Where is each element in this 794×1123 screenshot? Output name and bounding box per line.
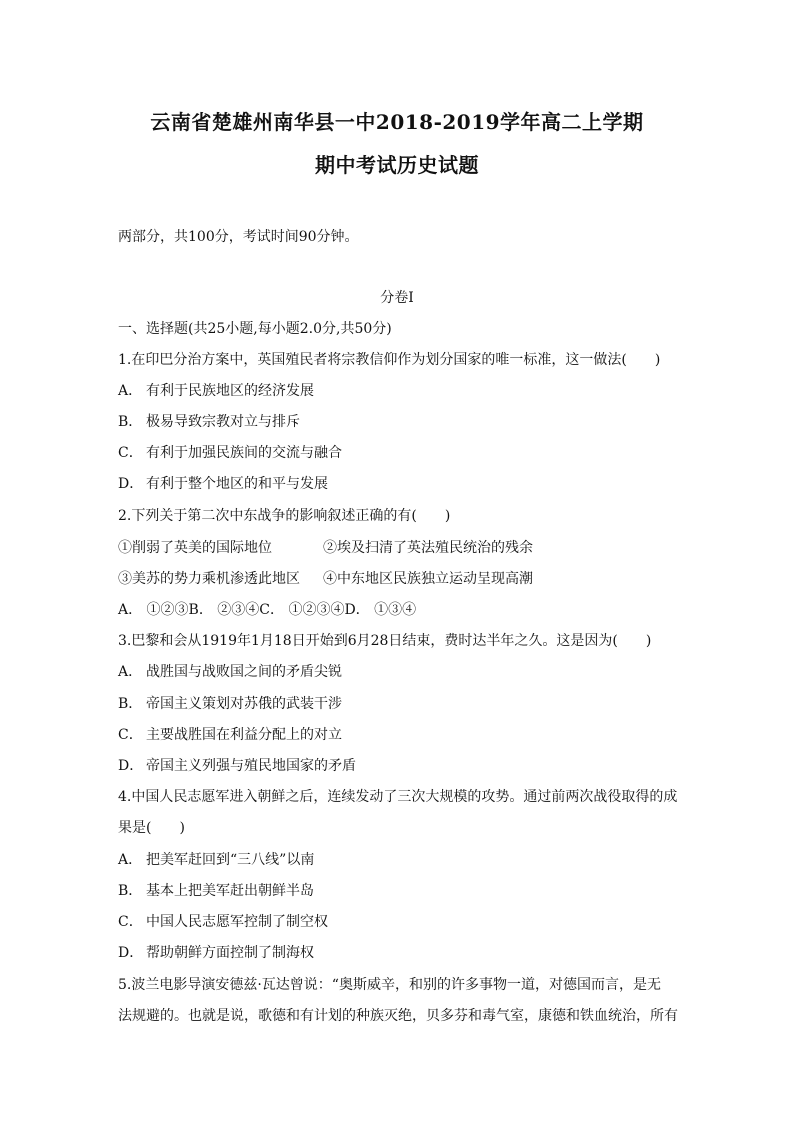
question-1-option-d	[118, 474, 328, 494]
option-text: 帮助朝鲜方面控制了制海权	[146, 945, 314, 961]
option-letter: D．	[118, 476, 144, 492]
question-5-stem-line1: 5.波兰电影导演安德兹·瓦达曾说：“奥斯威辛，和别的许多事物一道，对德国而言，是无	[118, 977, 661, 993]
section-heading: 一、选择题(共25小题,每小题2.0分,共50分)	[118, 321, 392, 337]
question-4-stem-line1: 4.中国人民志愿军进入朝鲜之后，连续发动了三次大规模的攻势。通过前两次战役取得的成	[118, 789, 678, 805]
question-4-stem-line2: 果是( )	[118, 820, 185, 836]
option-text: 有利于民族地区的经济发展	[146, 383, 314, 399]
option-text: 有利于整个地区的和平与发展	[146, 476, 328, 492]
question-1-stem: 1.在印巴分治方案中，英国殖民者将宗教信仰作为划分国家的唯一标准，这一做法( )	[118, 352, 661, 368]
exam-title-line1: 云南省楚雄州南华县一中2018-2019学年高二上学期	[150, 110, 644, 134]
option-text: 主要战胜国在利益分配上的对立	[146, 727, 342, 743]
option-letter: C．	[118, 445, 143, 461]
section-label: 分卷I	[380, 290, 414, 306]
question-3-option-a	[118, 662, 342, 682]
option-text: 帝国主义列强与殖民地国家的矛盾	[146, 758, 356, 774]
option-letter: A．	[118, 852, 143, 868]
option-letter: C．	[118, 914, 143, 930]
question-2-options: A． ①②③B． ②③④C． ①②③④D． ①③④	[118, 602, 417, 618]
option-text: 帝国主义策划对苏俄的武装干涉	[146, 696, 342, 712]
question-3-option-c	[118, 725, 342, 745]
option-text: 基本上把美军赶出朝鲜半岛	[146, 883, 314, 899]
option-letter: D．	[118, 945, 144, 961]
option-text: 中国人民志愿军控制了制空权	[146, 914, 328, 930]
option-letter: B．	[118, 414, 143, 430]
question-1-option-c	[118, 443, 342, 463]
question-2-item-1: ①削弱了英美的国际地位	[118, 540, 272, 556]
option-letter: B．	[118, 883, 143, 899]
question-4-option-a	[118, 850, 314, 870]
question-2-stem: 2.下列关于第二次中东战争的影响叙述正确的有( )	[118, 508, 451, 524]
question-2-items-row1	[118, 538, 272, 558]
question-1-option-b	[118, 412, 300, 432]
question-3-stem: 3.巴黎和会从1919年1月18日开始到6月28日结束，费时达半年之久。这是因为( )	[118, 633, 652, 649]
question-2-item-2: ②埃及扫清了英法殖民统治的残余	[323, 540, 533, 556]
question-3-option-b	[118, 694, 342, 714]
question-2-item-3: ③美苏的势力乘机渗透此地区	[118, 571, 300, 587]
option-text: 战胜国与战败国之间的矛盾尖锐	[146, 664, 342, 680]
question-4-option-d	[118, 943, 314, 963]
option-letter: D．	[118, 758, 144, 774]
option-letter: A．	[118, 664, 143, 680]
question-2-item-4: ④中东地区民族独立运动呈现高潮	[323, 571, 533, 587]
option-text: 极易导致宗教对立与排斥	[146, 414, 300, 430]
exam-title-line2: 期中考试历史试题	[315, 153, 479, 177]
question-4-option-b	[118, 881, 314, 901]
question-5-stem-line2: 法规避的。也就是说，歌德和有计划的种族灭绝，贝多芬和毒气室，康德和铁血统治，所有	[118, 1008, 678, 1024]
option-text: 把美军赶回到“三八线”以南	[146, 852, 315, 868]
question-4-option-c	[118, 912, 328, 932]
question-3-option-d	[118, 756, 356, 776]
exam-intro: 两部分，共100分，考试时间90分钟。	[118, 229, 359, 245]
question-2-items-row2	[118, 569, 300, 589]
option-letter: A．	[118, 383, 143, 399]
question-1-option-a	[118, 381, 314, 401]
option-letter: B．	[118, 696, 143, 712]
option-letter: C．	[118, 727, 143, 743]
option-text: 有利于加强民族间的交流与融合	[146, 445, 342, 461]
